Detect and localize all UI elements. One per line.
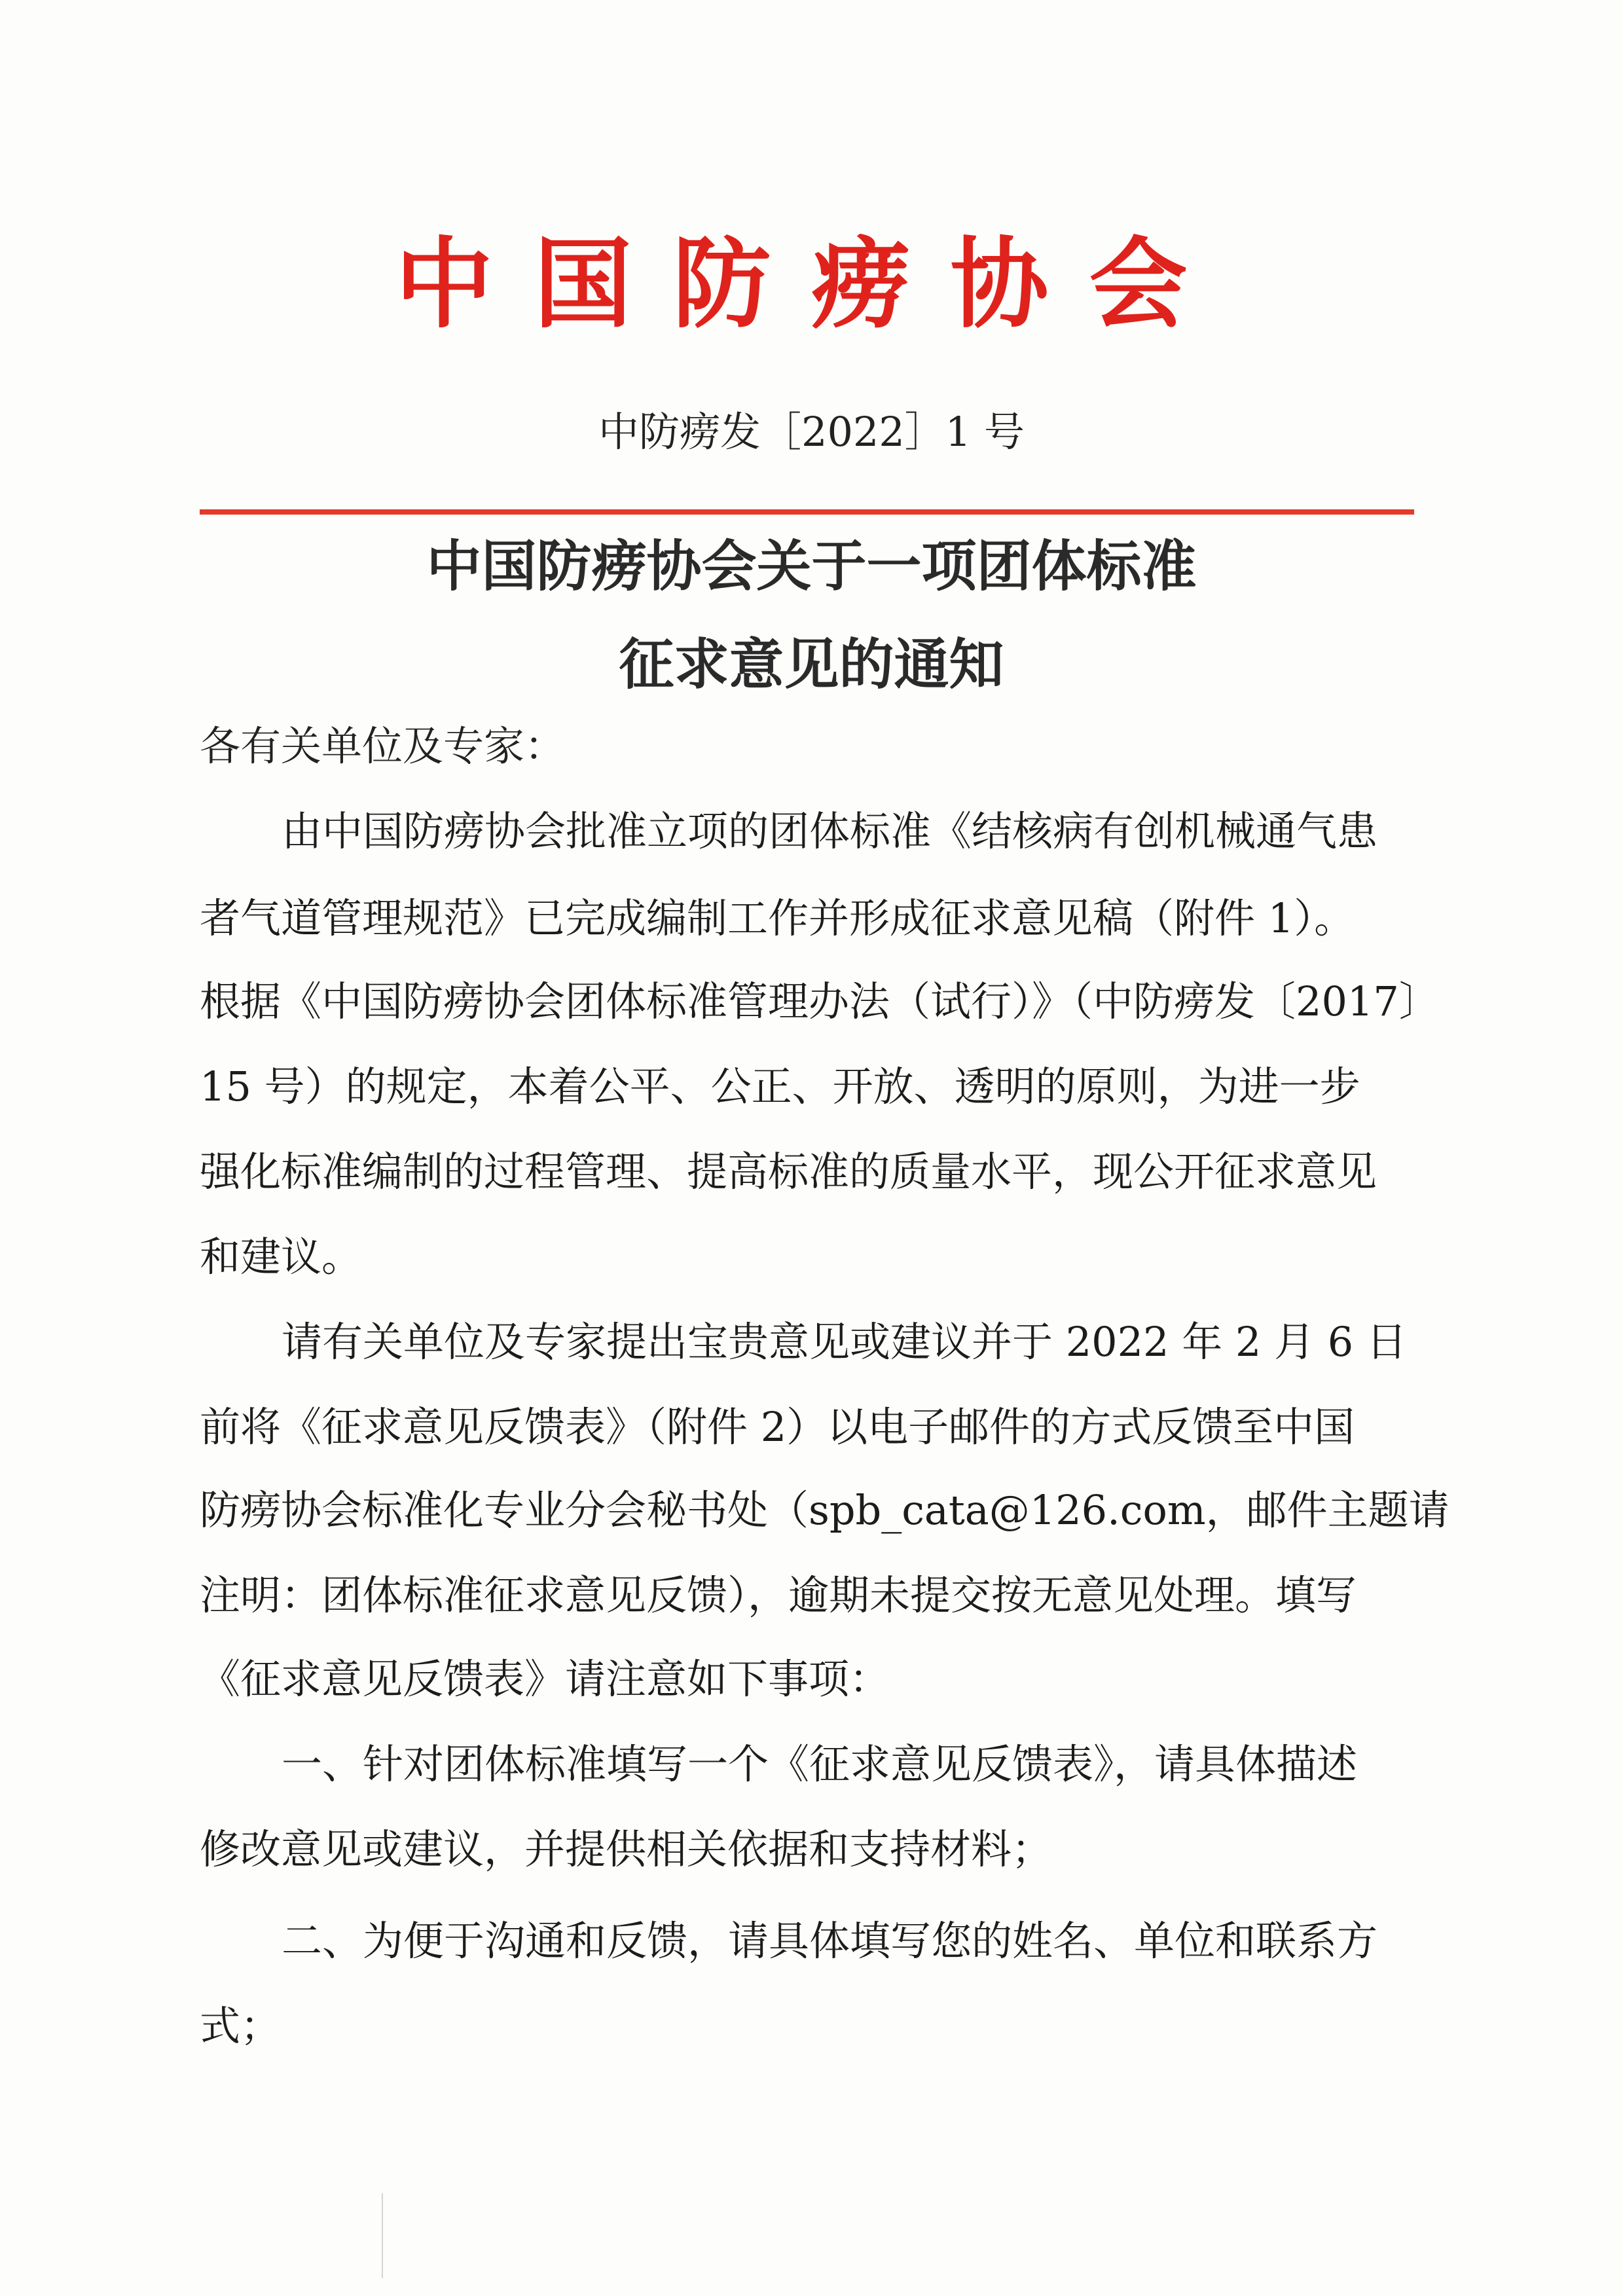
salutation: 各有关单位及专家： bbox=[200, 722, 566, 770]
notice-title-line-1: 中国防痨协会关于一项团体标准 bbox=[426, 534, 1197, 598]
body-line: 根据《中国防痨协会团体标准管理办法（试行）》（中防痨发〔2017〕 bbox=[200, 977, 1440, 1025]
notice-title-line-2: 征求意见的通知 bbox=[619, 632, 1004, 697]
red-divider-rule bbox=[200, 509, 1414, 515]
organization-letterhead: 中国防痨协会 bbox=[395, 228, 1228, 342]
body-line: 一、针对团体标准填写一个《征求意见反馈表》，请具体描述 bbox=[282, 1740, 1358, 1788]
body-line: 防痨协会标准化专业分会秘书处（spb_cata@126.com，邮件主题请 bbox=[200, 1486, 1450, 1534]
body-line: 者气道管理规范》已完成编制工作并形成征求意见稿（附件 1）。 bbox=[200, 894, 1355, 942]
body-line: 注明：团体标准征求意见反馈），逾期未提交按无意见处理。填写 bbox=[200, 1571, 1357, 1619]
body-line: 由中国防痨协会批准立项的团体标准《结核病有创机械通气患 bbox=[282, 807, 1378, 855]
document-number: 中防痨发［2022］1 号 bbox=[598, 408, 1025, 456]
body-line: 《征求意见反馈表》请注意如下事项： bbox=[200, 1655, 890, 1703]
body-line: 修改意见或建议，并提供相关依据和支持材料； bbox=[200, 1825, 1053, 1873]
scan-artifact-line bbox=[382, 2193, 383, 2278]
body-line: 和建议。 bbox=[200, 1233, 363, 1281]
body-line: 强化标准编制的过程管理、提高标准的质量水平，现公开征求意见 bbox=[200, 1148, 1377, 1195]
body-line: 请有关单位及专家提出宝贵意见或建议并于 2022 年 2 月 6 日 bbox=[282, 1318, 1407, 1366]
body-line: 前将《征求意见反馈表》（附件 2）以电子邮件的方式反馈至中国 bbox=[200, 1403, 1355, 1451]
body-line: 15 号）的规定，本着公平、公正、开放、透明的原则，为进一步 bbox=[200, 1063, 1360, 1110]
body-line: 二、为便于沟通和反馈，请具体填写您的姓名、单位和联系方 bbox=[282, 1917, 1378, 1965]
body-line: 式； bbox=[200, 2002, 282, 2050]
